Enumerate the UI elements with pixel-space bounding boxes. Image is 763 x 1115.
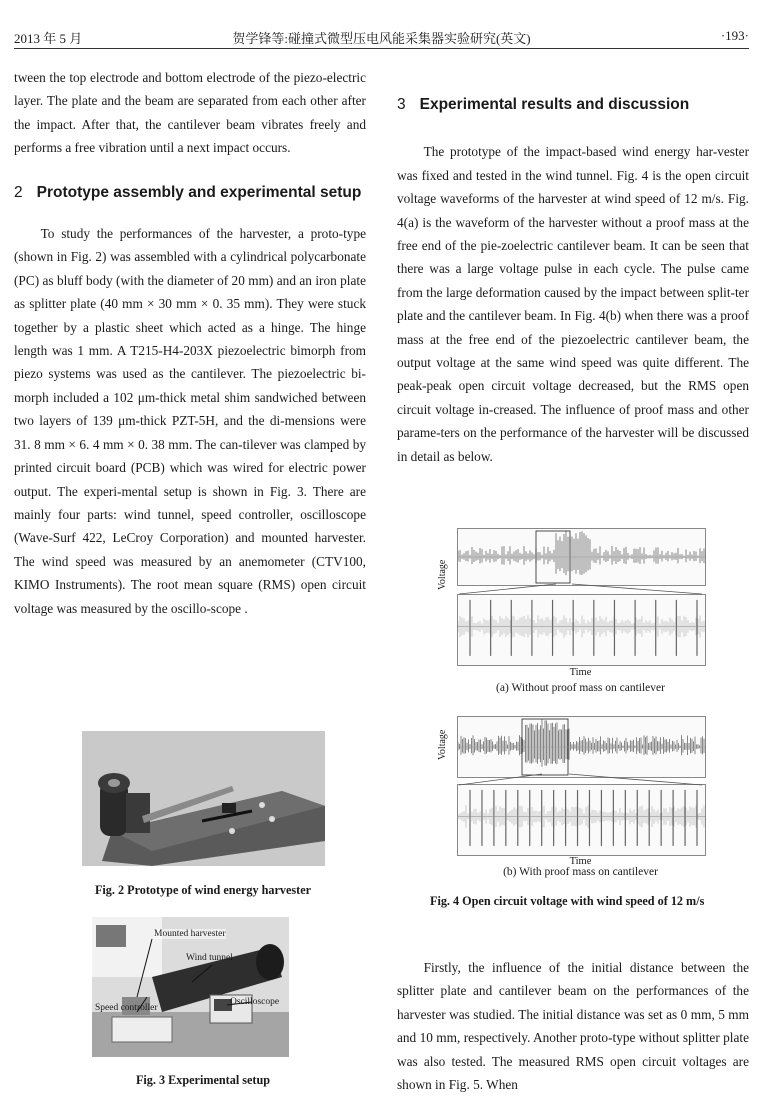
fig4b-y-axis-label: Voltage xyxy=(437,729,448,760)
right-final-block xyxy=(397,956,749,1096)
fig3-label-speed-controller: Speed controller xyxy=(95,1003,158,1013)
fig4-caption: Fig. 4 Open circuit voltage with wind speed of 12 m/s xyxy=(430,894,705,908)
section-3-paragraph: The prototype of the impact-based wind energy har-vester was fixed and tested in the wind tunnel. Fig. 4 is the open circuit voltage waveforms of the harvester at wind speed of 12 m/s. Fig. 4(a) is the waveform of the harvester without a proof mass at the free end of the pie-zoelectric cantilever beam. It can be seen that there was a large voltage pulse in each cycle. The pulse came from the large deformation caused by the impact between split-ter plate and the cantilever beam. In Fig. 4(b) when there was a proof mass at the free end of the piezoelectric cantilever beam, the output voltage at the same wind speed was quite different. The peak-peak open circuit voltage decreased, but the RMS open circuit voltage in-creased. The influence of proof mass and other parame-ters on the performance of the harvester will be discussed in detail as below. xyxy=(397,144,749,464)
running-header xyxy=(14,20,749,46)
final-paragraph: Firstly, the influence of the initial distance between the splitter plate and cantilever beam on the performances of the harvester was studied. The initial distance was set as 0 mm, 5 mm and 10 mm, respectively. Another proto-type without splitter plate was also tested. The measured RMS open circuit voltages are shown in Fig. 5. When xyxy=(397,960,749,1093)
header-title: 贺学锋等:碰撞式微型压电风能采集器实验研究(英文) xyxy=(232,31,531,46)
fig4a-subcaption: (a) Without proof mass on cantilever xyxy=(496,682,665,694)
section-2-number: 2 xyxy=(14,183,23,201)
fig3-label-mounted-harvester: Mounted harvester xyxy=(154,929,226,939)
fig4b-overview-trace xyxy=(457,716,706,778)
fig3-label-oscilloscope: Oscilloscope xyxy=(230,997,280,1007)
fig4-figure xyxy=(439,528,704,888)
section-2-paragraph: To study the performances of the harvester, a proto-type (shown in Fig. 2) was assembled with a cylindrical polycarbonate (PC) as bluff body (with the diameter of 20 mm) and an iron plate as splitter plate (40 mm × 30 mm × 0. 35 mm). They were stuck together by a plastic sheet which acted as a hinge. The hinge length was 1 mm. A T215-H4-203X piezoelectric bimorph from piezo systems was used as the cantilever. The piezoelectric bi-morph included a 102 μm-thick metal shim sandwiched between two layers of 139 μm-thick PZT-5H, and the di-mensions were 31. 8 mm × 6. 4 mm × 0. 38 mm. The can-tilever was clamped by printed circuit board (PCB) which was wired for electric power output. The experi-mental setup is shown in Fig. 3. There are mainly four parts: wind tunnel, speed controller, oscilloscope (Wave-Surf 422, LeCroy Corporation) and mounted harvester. The wind speed was measured by an anemometer (CTV100, KIMO Instruments). The root mean square (RMS) open circuit voltage was measured by the oscillo-scope . xyxy=(14,226,366,616)
section-3-title: Experimental results and discussion xyxy=(419,96,690,113)
fig4b-zoom-connector xyxy=(439,773,704,787)
intro-paragraph: tween the top electrode and bottom electrode of the piezo-electric layer. The plate and the beam are separated from each other after the impact. After that, the cantilever beam vibrates freely and performs a free vibration until a next impact occurs. xyxy=(14,70,366,156)
fig4a-x-axis-label: Time xyxy=(569,667,592,678)
right-column xyxy=(397,93,749,468)
fig3-setup-photo xyxy=(92,917,289,1057)
fig4b-x-axis-label: Time xyxy=(569,856,592,867)
header-date: 2013 年 5 月 xyxy=(14,31,83,46)
fig4a-zoom-trace xyxy=(457,594,706,666)
fig4a-overview-trace xyxy=(457,528,706,586)
fig4b-subcaption: (b) With proof mass on cantilever xyxy=(503,866,658,878)
section-2-heading xyxy=(14,181,366,204)
fig2-caption: Fig. 2 Prototype of wind energy harvester xyxy=(94,883,312,897)
section-3-number: 3 xyxy=(397,96,406,113)
left-column xyxy=(14,66,366,620)
fig2-prototype-photo xyxy=(82,731,325,866)
section-3-heading xyxy=(397,93,749,116)
fig3-label-wind-tunnel: Wind tunnel xyxy=(186,953,233,963)
fig4b-zoom-trace xyxy=(457,784,706,856)
fig3-caption: Fig. 3 Experimental setup xyxy=(135,1073,271,1087)
fig4a-zoom-connector xyxy=(439,582,704,596)
fig4a-y-axis-label: Voltage xyxy=(437,559,448,590)
header-rule xyxy=(14,48,749,49)
section-2-title: Prototype assembly and experimental setup xyxy=(36,183,362,201)
page-number: ·193· xyxy=(720,28,749,43)
